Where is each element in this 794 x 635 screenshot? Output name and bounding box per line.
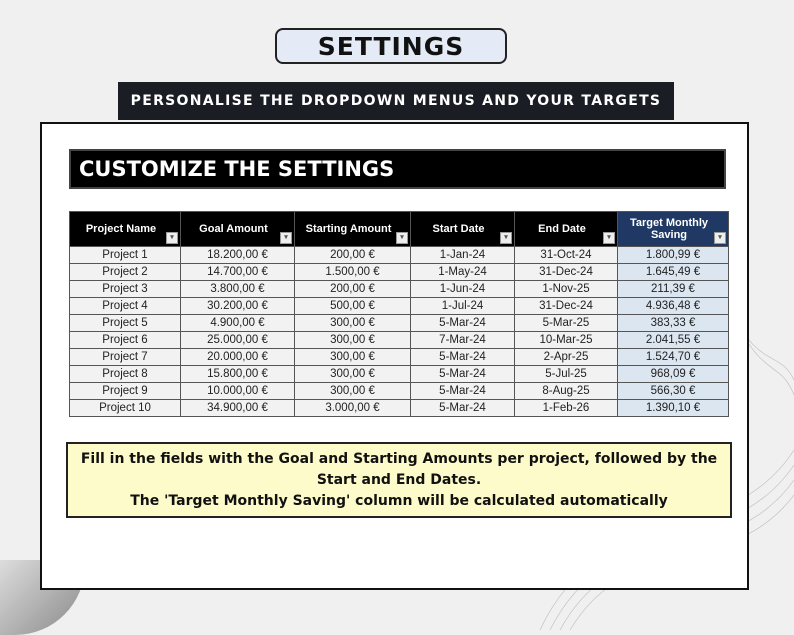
filter-dropdown-icon[interactable]: ▾: [280, 232, 292, 244]
table-cell[interactable]: 300,00 €: [295, 366, 411, 383]
table-row: [70, 383, 729, 400]
table-row: [70, 400, 729, 417]
table-cell[interactable]: 300,00 €: [295, 349, 411, 366]
table-cell[interactable]: 5-Mar-24: [411, 366, 515, 383]
table-cell[interactable]: 1.645,49 €: [618, 264, 729, 281]
table-cell[interactable]: 200,00 €: [295, 281, 411, 298]
table-cell[interactable]: Project 6: [70, 332, 181, 349]
table-cell[interactable]: 1-Jul-24: [411, 298, 515, 315]
table-row: [70, 366, 729, 383]
table-cell[interactable]: Project 4: [70, 298, 181, 315]
settings-table: [69, 211, 729, 417]
table-cell[interactable]: 200,00 €: [295, 247, 411, 264]
instructions-note: [66, 442, 732, 518]
table-cell[interactable]: 1-Jan-24: [411, 247, 515, 264]
table-cell[interactable]: 1-Jun-24: [411, 281, 515, 298]
table-cell[interactable]: 31-Dec-24: [515, 264, 618, 281]
column-header-label: End Date: [538, 223, 586, 235]
table-cell[interactable]: 5-Mar-24: [411, 400, 515, 417]
column-header[interactable]: [411, 212, 515, 247]
subtitle-banner: PERSONALISE THE DROPDOWN MENUS AND YOUR TARGETS: [118, 82, 674, 120]
table-cell[interactable]: 15.800,00 €: [181, 366, 295, 383]
table-cell[interactable]: 5-Mar-24: [411, 315, 515, 332]
table-cell[interactable]: 5-Mar-24: [411, 349, 515, 366]
table-cell[interactable]: Project 8: [70, 366, 181, 383]
filter-dropdown-icon[interactable]: ▾: [396, 232, 408, 244]
table-cell[interactable]: 5-Mar-24: [411, 383, 515, 400]
column-header[interactable]: [618, 212, 729, 247]
table-row: [70, 298, 729, 315]
table-cell[interactable]: 8-Aug-25: [515, 383, 618, 400]
table-cell[interactable]: Project 5: [70, 315, 181, 332]
table-cell[interactable]: Project 3: [70, 281, 181, 298]
table-row: [70, 281, 729, 298]
table-cell[interactable]: 566,30 €: [618, 383, 729, 400]
table-cell[interactable]: 300,00 €: [295, 332, 411, 349]
table-cell[interactable]: 1.390,10 €: [618, 400, 729, 417]
column-header-label: Project Name: [85, 223, 157, 235]
table-cell[interactable]: 211,39 €: [618, 281, 729, 298]
note-line-1: Fill in the fields with the Goal and Starting Amounts per project, followed by the Start and End Dates.: [80, 450, 718, 488]
table-cell[interactable]: 2.041,55 €: [618, 332, 729, 349]
section-title: CUSTOMIZE THE SETTINGS: [69, 149, 726, 189]
table-cell[interactable]: 7-Mar-24: [411, 332, 515, 349]
column-header[interactable]: [181, 212, 295, 247]
table-cell[interactable]: 10-Mar-25: [515, 332, 618, 349]
filter-dropdown-icon[interactable]: ▾: [603, 232, 615, 244]
page-title: SETTINGS: [275, 28, 507, 64]
table-cell[interactable]: 3.000,00 €: [295, 400, 411, 417]
column-header[interactable]: [295, 212, 411, 247]
table-cell[interactable]: 4.900,00 €: [181, 315, 295, 332]
column-header-label: Goal Amount: [199, 223, 268, 235]
table-cell[interactable]: 300,00 €: [295, 315, 411, 332]
table-cell[interactable]: 968,09 €: [618, 366, 729, 383]
table-cell[interactable]: 300,00 €: [295, 383, 411, 400]
column-header-label: Target Monthly Saving: [629, 217, 708, 241]
column-header[interactable]: [515, 212, 618, 247]
table-cell[interactable]: 31-Dec-24: [515, 298, 618, 315]
table-cell[interactable]: 14.700,00 €: [181, 264, 295, 281]
table-row: [70, 247, 729, 264]
table-row: [70, 264, 729, 281]
table-cell[interactable]: 5-Mar-25: [515, 315, 618, 332]
table-cell[interactable]: 34.900,00 €: [181, 400, 295, 417]
table-cell[interactable]: 3.800,00 €: [181, 281, 295, 298]
table-cell[interactable]: 25.000,00 €: [181, 332, 295, 349]
column-header[interactable]: [70, 212, 181, 247]
filter-dropdown-icon[interactable]: ▾: [500, 232, 512, 244]
table-cell[interactable]: Project 1: [70, 247, 181, 264]
column-header-label: Start Date: [432, 223, 485, 235]
table-cell[interactable]: 1-Feb-26: [515, 400, 618, 417]
table-cell[interactable]: 20.000,00 €: [181, 349, 295, 366]
table-cell[interactable]: 1.500,00 €: [295, 264, 411, 281]
table-cell[interactable]: 1-Nov-25: [515, 281, 618, 298]
table-cell[interactable]: Project 2: [70, 264, 181, 281]
table-cell[interactable]: 1.524,70 €: [618, 349, 729, 366]
table-row: [70, 315, 729, 332]
table-cell[interactable]: 18.200,00 €: [181, 247, 295, 264]
column-header-label: Starting Amount: [305, 223, 392, 235]
table-cell[interactable]: Project 9: [70, 383, 181, 400]
table-cell[interactable]: 500,00 €: [295, 298, 411, 315]
table-cell[interactable]: Project 10: [70, 400, 181, 417]
table-cell[interactable]: 4.936,48 €: [618, 298, 729, 315]
filter-dropdown-icon[interactable]: ▾: [166, 232, 178, 244]
table-row: [70, 349, 729, 366]
note-line-2: The 'Target Monthly Saving' column will be calculated automatically: [130, 492, 668, 509]
table-cell[interactable]: Project 7: [70, 349, 181, 366]
table-cell[interactable]: 5-Jul-25: [515, 366, 618, 383]
table-cell[interactable]: 2-Apr-25: [515, 349, 618, 366]
table-cell[interactable]: 383,33 €: [618, 315, 729, 332]
table-cell[interactable]: 1-May-24: [411, 264, 515, 281]
table-cell[interactable]: 10.000,00 €: [181, 383, 295, 400]
table-row: [70, 332, 729, 349]
table-cell[interactable]: 31-Oct-24: [515, 247, 618, 264]
table-cell[interactable]: 1.800,99 €: [618, 247, 729, 264]
table-cell[interactable]: 30.200,00 €: [181, 298, 295, 315]
filter-dropdown-icon[interactable]: ▾: [714, 232, 726, 244]
settings-panel: [40, 122, 749, 590]
